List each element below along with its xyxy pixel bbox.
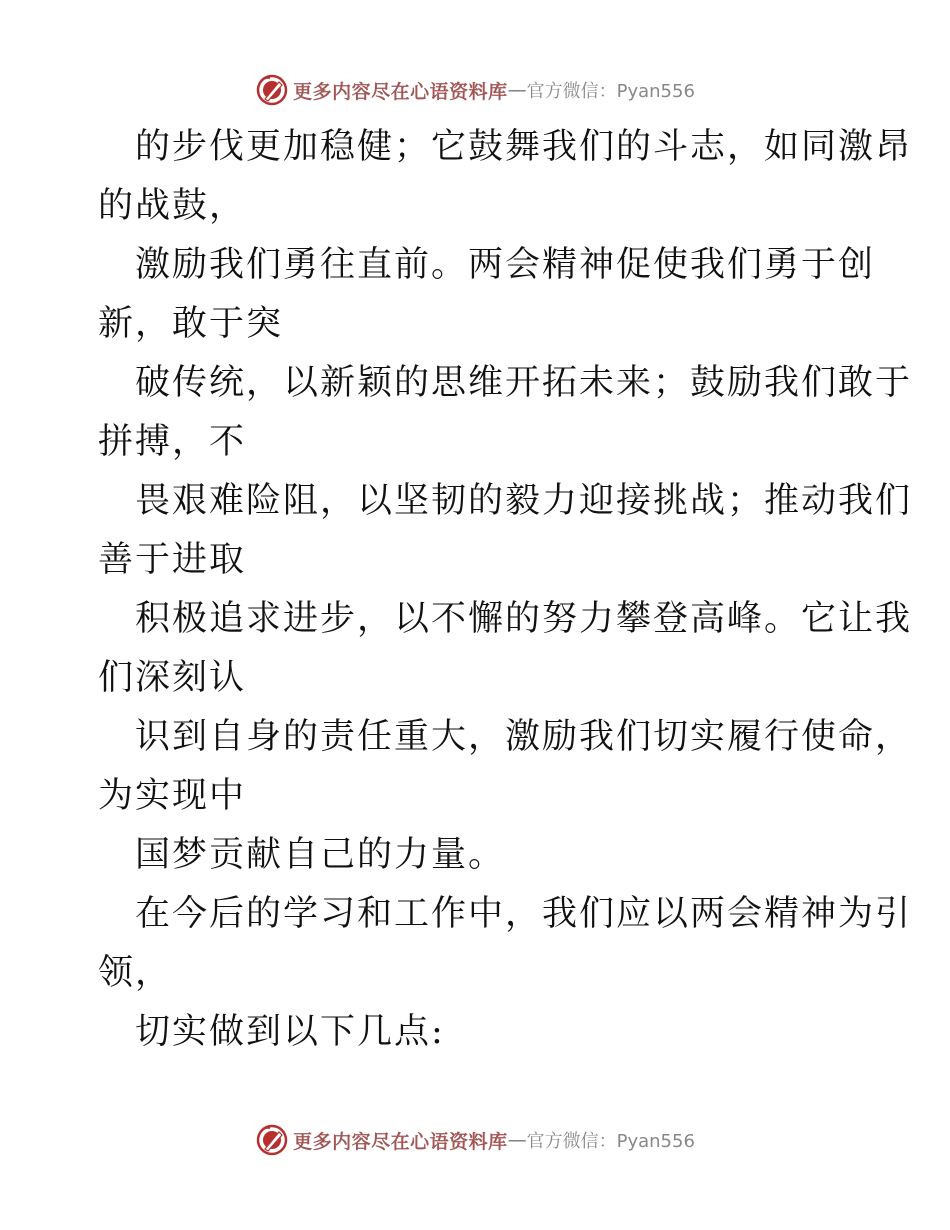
paragraph-line: 们深刻认	[98, 658, 247, 698]
banner-contact-text: 官方微信：Pyan556	[526, 1131, 695, 1152]
paragraph-line: 拼搏，不	[98, 422, 247, 462]
paragraph-line: 为实现中	[98, 776, 247, 816]
fountain-pen-seal-icon	[255, 73, 289, 107]
paragraph-line: 的步伐更加稳健；它鼓舞我们的斗志，如同激昂	[135, 127, 913, 167]
paragraph-line: 畏艰难险阻，以坚韧的毅力迎接挑战；推动我们	[135, 481, 913, 521]
paragraph-line: 破传统，以新颖的思维开拓未来；鼓励我们敢于	[135, 363, 913, 403]
paragraph-line: 在今后的学习和工作中，我们应以两会精神为引	[135, 894, 913, 934]
paragraph-line: 国梦贡献自己的力量。	[135, 835, 506, 875]
paragraph-line: 领，	[98, 953, 173, 993]
header-watermark-banner	[0, 70, 950, 110]
footer-watermark-banner	[0, 1120, 950, 1160]
fountain-pen-seal-icon	[255, 1123, 289, 1157]
paragraph-line: 善于进取	[98, 540, 247, 580]
paragraph-line: 激励我们勇往直前。两会精神促使我们勇于创	[135, 245, 876, 285]
paragraph-line: 识到自身的责任重大，激励我们切实履行使命，	[135, 717, 913, 757]
banner-contact-text: 官方微信：Pyan556	[526, 81, 695, 102]
document-body	[98, 118, 913, 1062]
banner-separator: —	[507, 79, 527, 101]
paragraph-line: 积极追求进步，以不懈的努力攀登高峰。它让我	[135, 599, 913, 639]
paragraph-line: 的战鼓，	[98, 186, 247, 226]
banner-separator: —	[507, 1129, 527, 1151]
banner-brand-text: 更多内容尽在心语资料库	[293, 80, 508, 103]
banner-brand-text: 更多内容尽在心语资料库	[293, 1130, 508, 1153]
paragraph-line: 切实做到以下几点:	[135, 1012, 445, 1052]
paragraph-line: 新，敢于突	[98, 304, 284, 344]
